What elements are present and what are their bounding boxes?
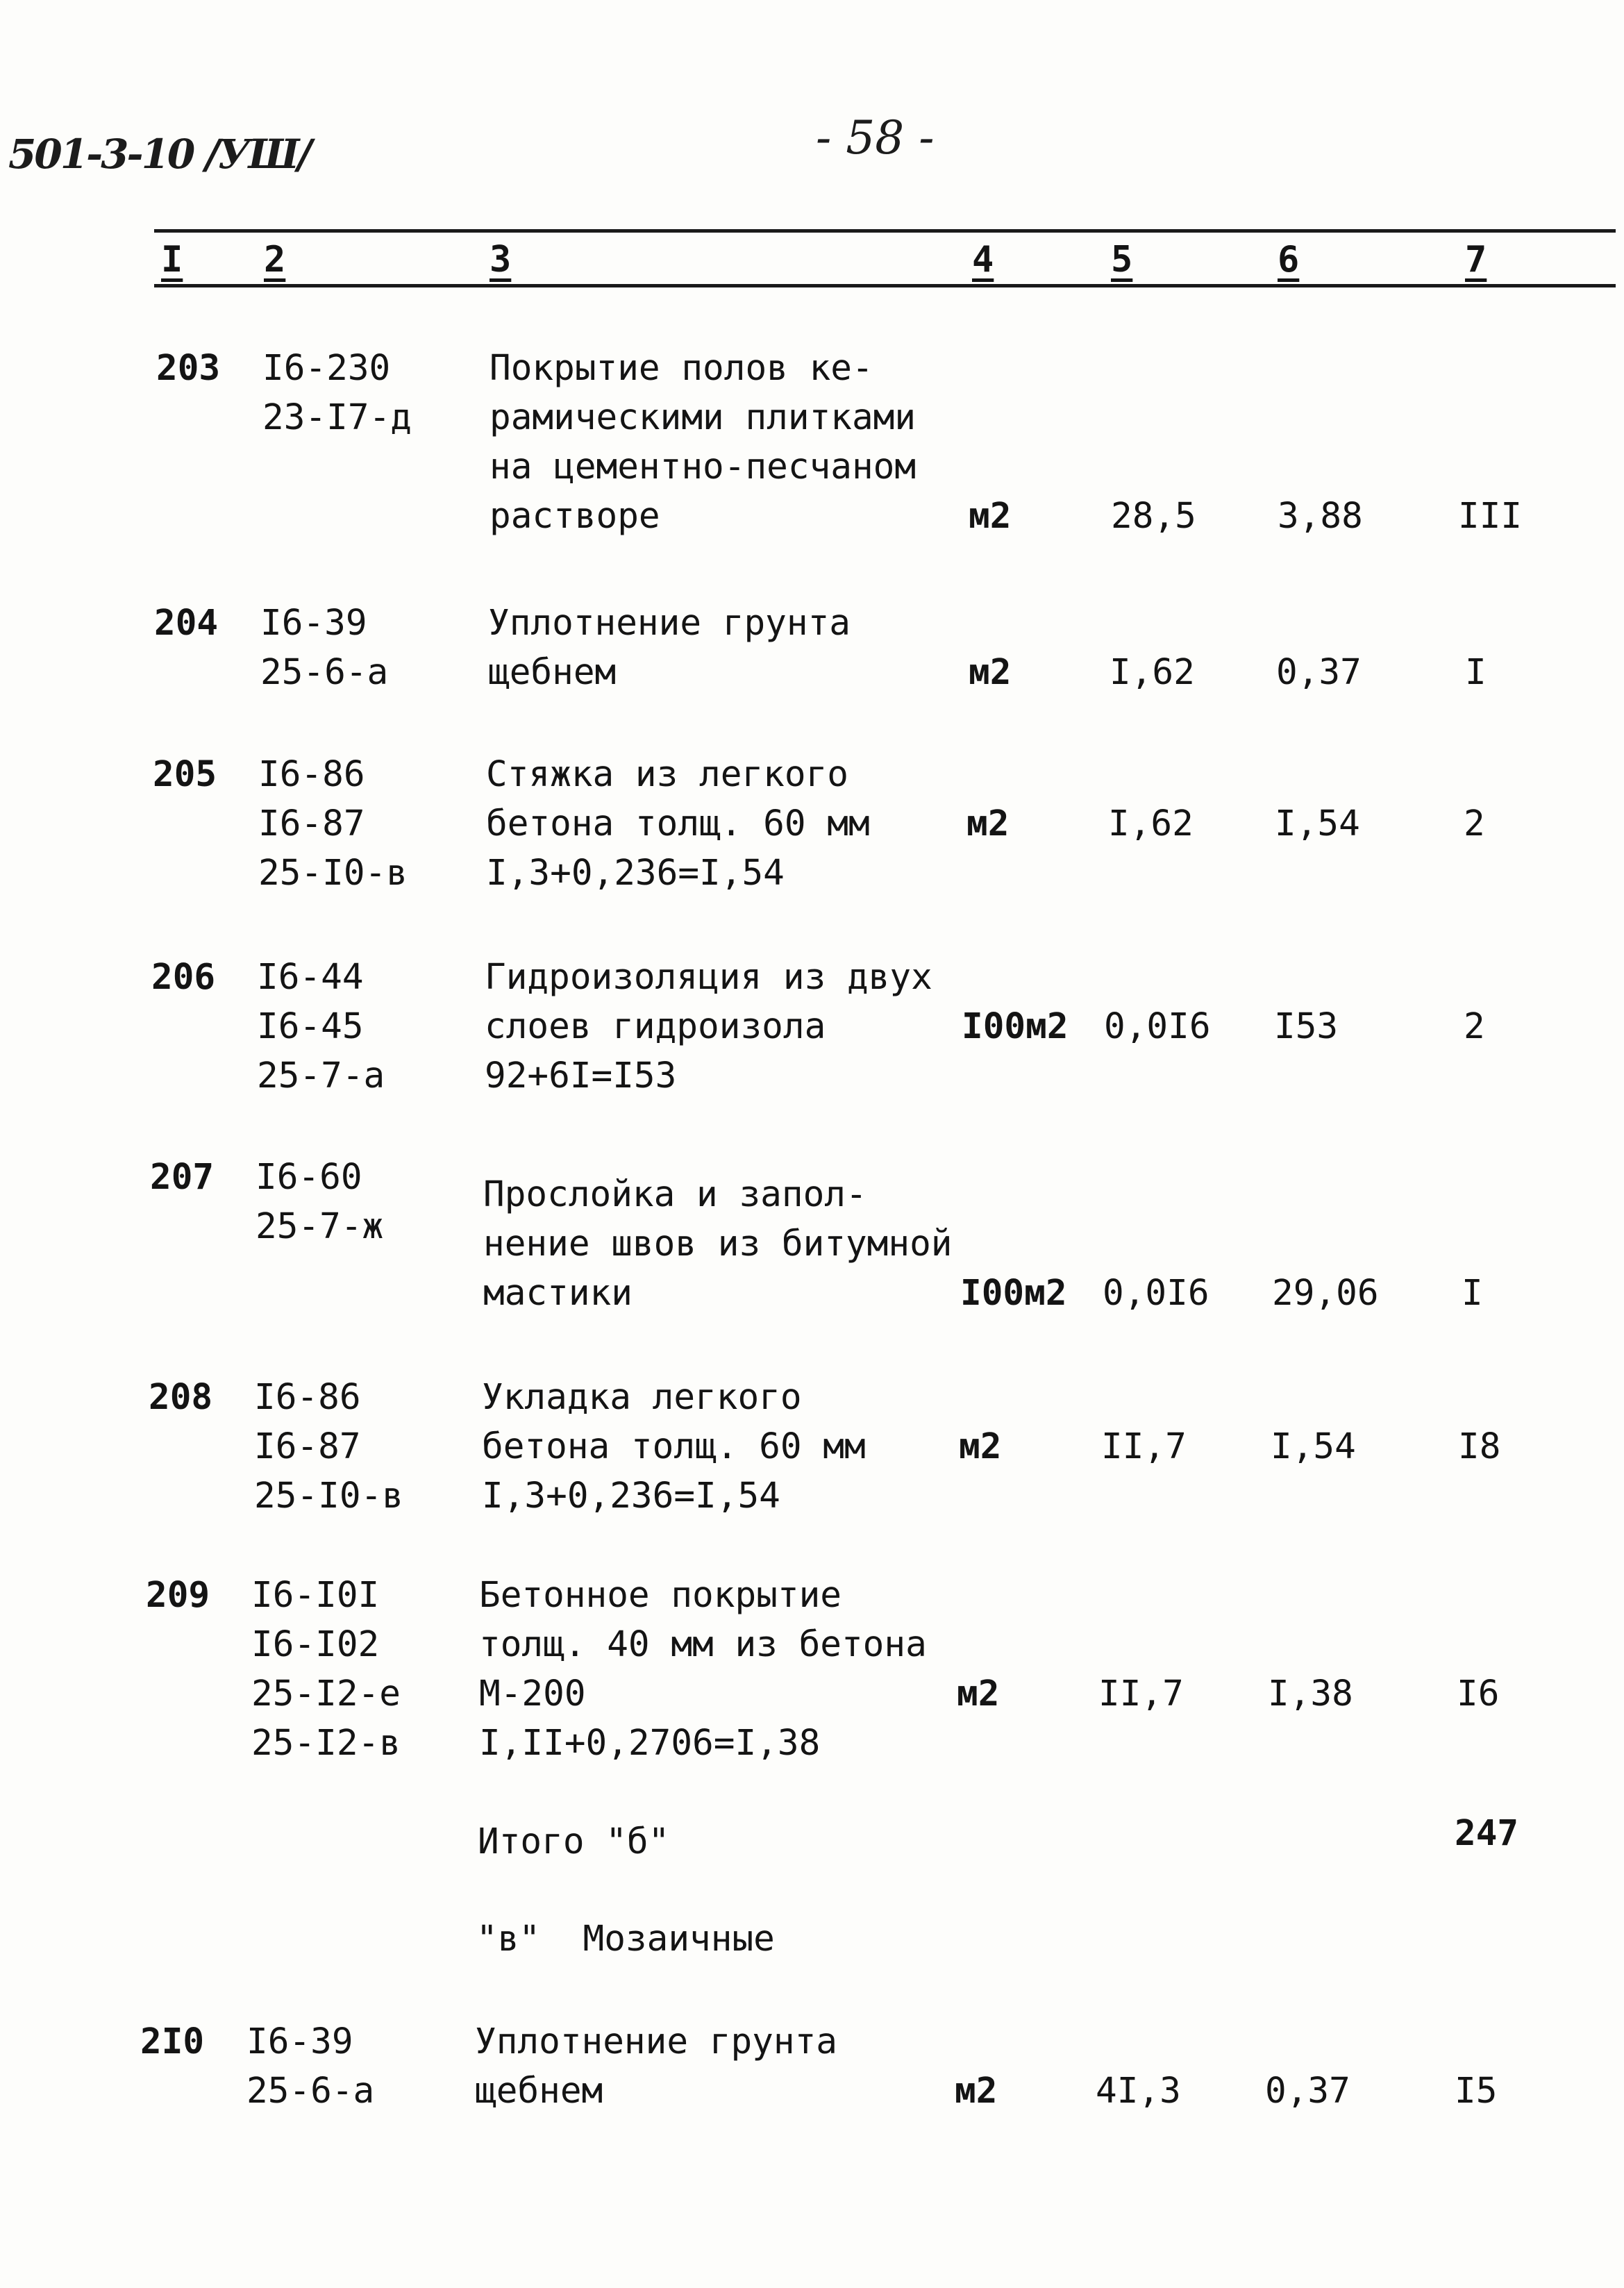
rate: 29,06 <box>1272 1273 1379 1314</box>
row-number: 204 <box>154 603 219 644</box>
norm-code: I6-45 <box>257 1006 364 1047</box>
total: 2 <box>1464 1006 1485 1047</box>
norm-code: 25-I0-в <box>258 853 408 894</box>
column-header: I <box>161 239 183 281</box>
rate: 0,37 <box>1276 652 1362 693</box>
document-code: 501-3-10 /УШ/ <box>8 131 310 178</box>
norm-code: I6-I0I <box>251 1575 380 1616</box>
total: 2 <box>1464 803 1485 844</box>
unit: м2 <box>969 652 1012 693</box>
quantity: 0,0I6 <box>1103 1273 1209 1314</box>
description-line: нение швов из битумной <box>483 1224 953 1264</box>
description-line: толщ. 40 мм из бетона <box>479 1624 927 1665</box>
description-line: Стяжка из легкого <box>486 754 848 795</box>
row-number: 2I0 <box>140 2021 205 2062</box>
norm-code: I6-39 <box>260 603 367 644</box>
norm-code: 25-6-а <box>246 2071 375 2112</box>
unit: м2 <box>955 2071 998 2112</box>
rate: I53 <box>1274 1006 1339 1047</box>
column-header: 3 <box>489 239 512 281</box>
description-line: I,3+0,236=I,54 <box>482 1476 780 1517</box>
norm-code: I6-I02 <box>251 1624 380 1665</box>
rate: I,54 <box>1275 803 1360 844</box>
row-number: 206 <box>151 957 216 998</box>
norm-code: I6-86 <box>258 754 365 795</box>
description-line: Уплотнение грунта <box>488 603 851 644</box>
row-number: 207 <box>150 1157 215 1198</box>
description-line: Бетонное покрытие <box>479 1575 842 1616</box>
norm-code: I6-230 <box>262 348 391 389</box>
norm-code: I6-44 <box>257 957 364 998</box>
total: I8 <box>1458 1426 1501 1467</box>
column-header: 5 <box>1111 239 1133 281</box>
unit: I00м2 <box>960 1273 1067 1314</box>
norm-code: I6-60 <box>256 1157 362 1198</box>
norm-code: 25-6-а <box>260 652 389 693</box>
norm-code: I6-86 <box>254 1377 361 1418</box>
description-line: Укладка легкого <box>482 1377 802 1418</box>
unit: м2 <box>966 803 1010 844</box>
column-header: 4 <box>972 239 994 281</box>
column-header: 6 <box>1278 239 1300 281</box>
header-rule-top <box>154 229 1616 233</box>
description-line: М-200 <box>479 1673 586 1714</box>
description-line: мастики <box>483 1273 633 1314</box>
total: I <box>1462 1273 1483 1314</box>
norm-code: I6-87 <box>258 803 365 844</box>
norm-code: 23-I7-д <box>262 397 412 438</box>
unit: м2 <box>957 1673 1000 1714</box>
description-line: бетона толщ. 60 мм <box>482 1426 866 1467</box>
rate: 3,88 <box>1278 496 1363 537</box>
description-line: бетона толщ. 60 мм <box>486 803 870 844</box>
norm-code: I6-39 <box>246 2021 353 2062</box>
column-header: 2 <box>264 239 286 281</box>
norm-code: 25-I2-в <box>251 1723 401 1764</box>
description-line: 92+6I=I53 <box>485 1055 677 1096</box>
norm-code: I6-87 <box>254 1426 361 1467</box>
description-line: Уплотнение грунта <box>475 2021 837 2062</box>
total: I6 <box>1457 1673 1500 1714</box>
quantity: II,7 <box>1101 1426 1187 1467</box>
quantity: I,62 <box>1110 652 1195 693</box>
total: I5 <box>1455 2071 1498 2112</box>
description-line: рамическими плитками <box>489 397 916 438</box>
row-number: 205 <box>153 754 217 795</box>
norm-code: 25-I2-е <box>251 1673 401 1714</box>
rate: I,54 <box>1271 1426 1356 1467</box>
subtotal-label: Итого "б" <box>478 1821 670 1862</box>
quantity: 4I,3 <box>1096 2071 1181 2112</box>
header-rule-bottom <box>154 284 1616 287</box>
description-line: слоев гидроизола <box>485 1006 826 1047</box>
subtotal-value: 247 <box>1455 1813 1519 1854</box>
norm-code: 25-7-а <box>257 1055 385 1096</box>
description-line: Прослойка и запол- <box>483 1174 867 1215</box>
quantity: 28,5 <box>1111 496 1196 537</box>
column-header: 7 <box>1465 239 1487 281</box>
row-number: 208 <box>149 1377 213 1418</box>
page-number: - 58 - <box>816 111 935 165</box>
total: I <box>1465 652 1487 693</box>
quantity: I,62 <box>1108 803 1194 844</box>
description-line: I,II+0,2706=I,38 <box>479 1723 821 1764</box>
row-number: 203 <box>156 348 221 389</box>
unit: I00м2 <box>962 1006 1069 1047</box>
quantity: II,7 <box>1098 1673 1184 1714</box>
description-line: на цементно-песчаном <box>489 446 916 487</box>
rate: 0,37 <box>1265 2071 1350 2112</box>
quantity: 0,0I6 <box>1104 1006 1211 1047</box>
description-line: Гидроизоляция из двух <box>485 957 932 998</box>
norm-code: 25-I0-в <box>254 1476 403 1517</box>
description-line: I,3+0,236=I,54 <box>486 853 785 894</box>
unit: м2 <box>959 1426 1002 1467</box>
description-line: растворе <box>489 496 660 537</box>
description-line: щебнем <box>475 2071 603 2112</box>
description-line: Покрытие полов ке- <box>489 348 873 389</box>
section-heading: "в" Мозаичные <box>476 1919 775 1960</box>
norm-code: 25-7-ж <box>256 1206 384 1247</box>
row-number: 209 <box>146 1575 210 1616</box>
description-line: щебнем <box>488 652 617 693</box>
unit: м2 <box>969 496 1012 537</box>
total: III <box>1458 496 1523 537</box>
rate: I,38 <box>1268 1673 1353 1714</box>
